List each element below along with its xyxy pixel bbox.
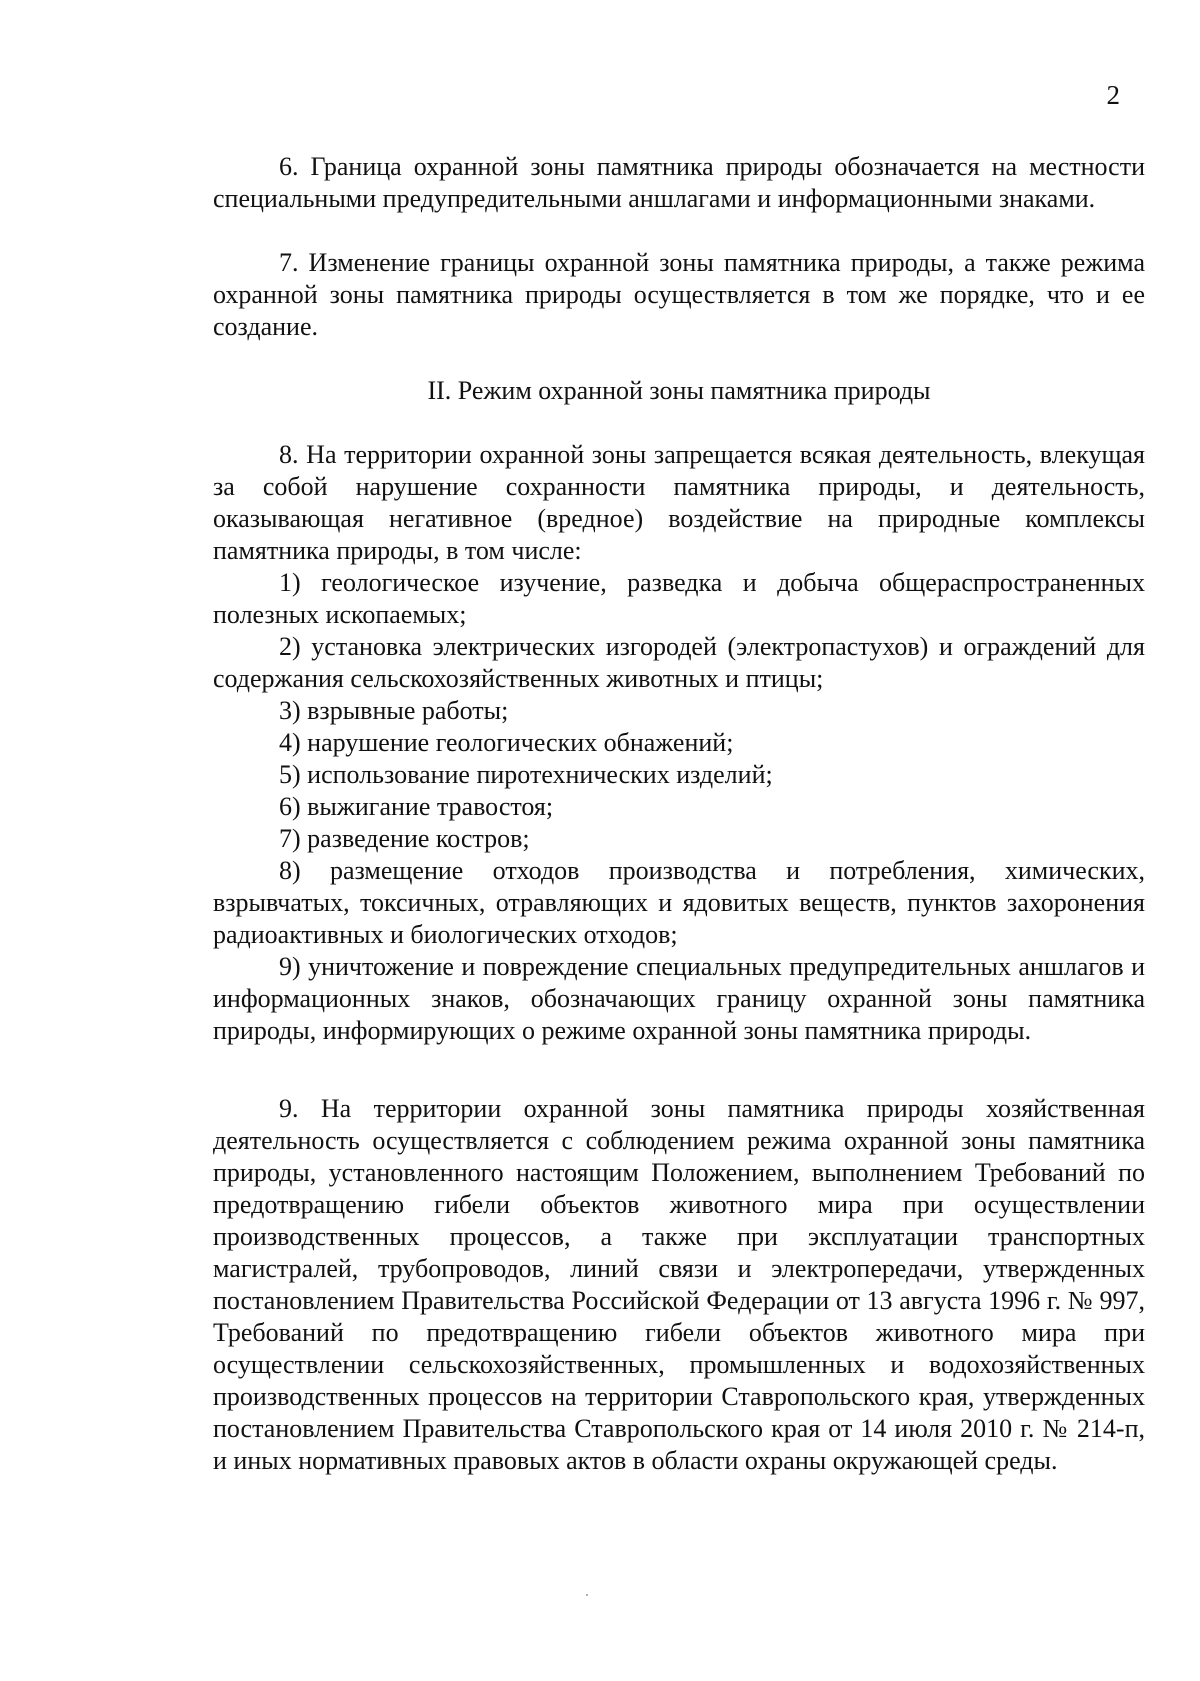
page-number: 2 xyxy=(1106,80,1120,110)
paragraph-9: 9. На территории охранной зоны памятника природы хозяйственная деятельность осуществляется с соблюдением режима охранной зоны памятника природы, установленного настоящим Положением, выполнением Требований по предотвращению гибели объектов животного мира при осуществлении производственных процессов, а также при эксплуатации транспортных магистралей, трубопроводов, линий связи и электропередачи, утвержденных постановлением Правительства Российской Федерации от 13 августа 1996 г. № 997, Требований по предотвращению гибели объектов животного мира при осуществлении сельскохозяйственных, промышленных и водохозяйственных производственных процессов на территории Ставропольского края, утвержденных постановлением Правительства Ставропольского края от 14 июля 2010 г. № 214-п, и иных нормативных правовых актов в области охраны окружающей среды. xyxy=(213,1094,1145,1475)
list-item: 2) установка электрических изгородей (электропастухов) и ограждений для содержания сельскохозяйственных животных и птицы; xyxy=(213,632,1145,693)
section-heading: II. Режим охранной зоны памятника природы xyxy=(427,376,931,405)
list-item: 6) выжигание травостоя; xyxy=(279,792,554,821)
list-item: 7) разведение костров; xyxy=(279,824,530,853)
paragraph-8: 8. На территории охранной зоны запрещается всякая деятельность, влекущая за собой нарушение сохранности памятника природы, и деятельность, оказывающая негативное (вредное) воздействие на природные комплексы памятника природы, в том числе: xyxy=(213,440,1145,565)
list-item: 9) уничтожение и повреждение специальных предупредительных аншлагов и информационных знаков, обозначающих границу охранной зоны памятника природы, информирующих о режиме охранной зоны памятника природы. xyxy=(213,952,1145,1045)
scan-speck xyxy=(586,1594,588,1596)
prohibited-activities-list xyxy=(213,567,1145,1047)
list-item: 4) нарушение геологических обнажений; xyxy=(279,728,734,757)
paragraph-7: 7. Изменение границы охранной зоны памятника природы, а также режима охранной зоны памятника природы осуществляется в том же порядке, что и ее создание. xyxy=(213,248,1145,341)
paragraph-6: 6. Граница охранной зоны памятника природы обозначается на местности специальными предупредительными аншлагами и информационными знаками. xyxy=(213,152,1145,213)
document-body xyxy=(213,151,1145,1477)
list-item: 1) геологическое изучение, разведка и добыча общераспространенных полезных ископаемых; xyxy=(213,568,1145,629)
list-item: 5) использование пиротехнических изделий; xyxy=(279,760,773,789)
list-item: 8) размещение отходов производства и потребления, химических, взрывчатых, токсичных, отравляющих и ядовитых веществ, пунктов захоронения радиоактивных и биологических отходов; xyxy=(213,856,1145,949)
list-item: 3) взрывные работы; xyxy=(279,696,509,725)
